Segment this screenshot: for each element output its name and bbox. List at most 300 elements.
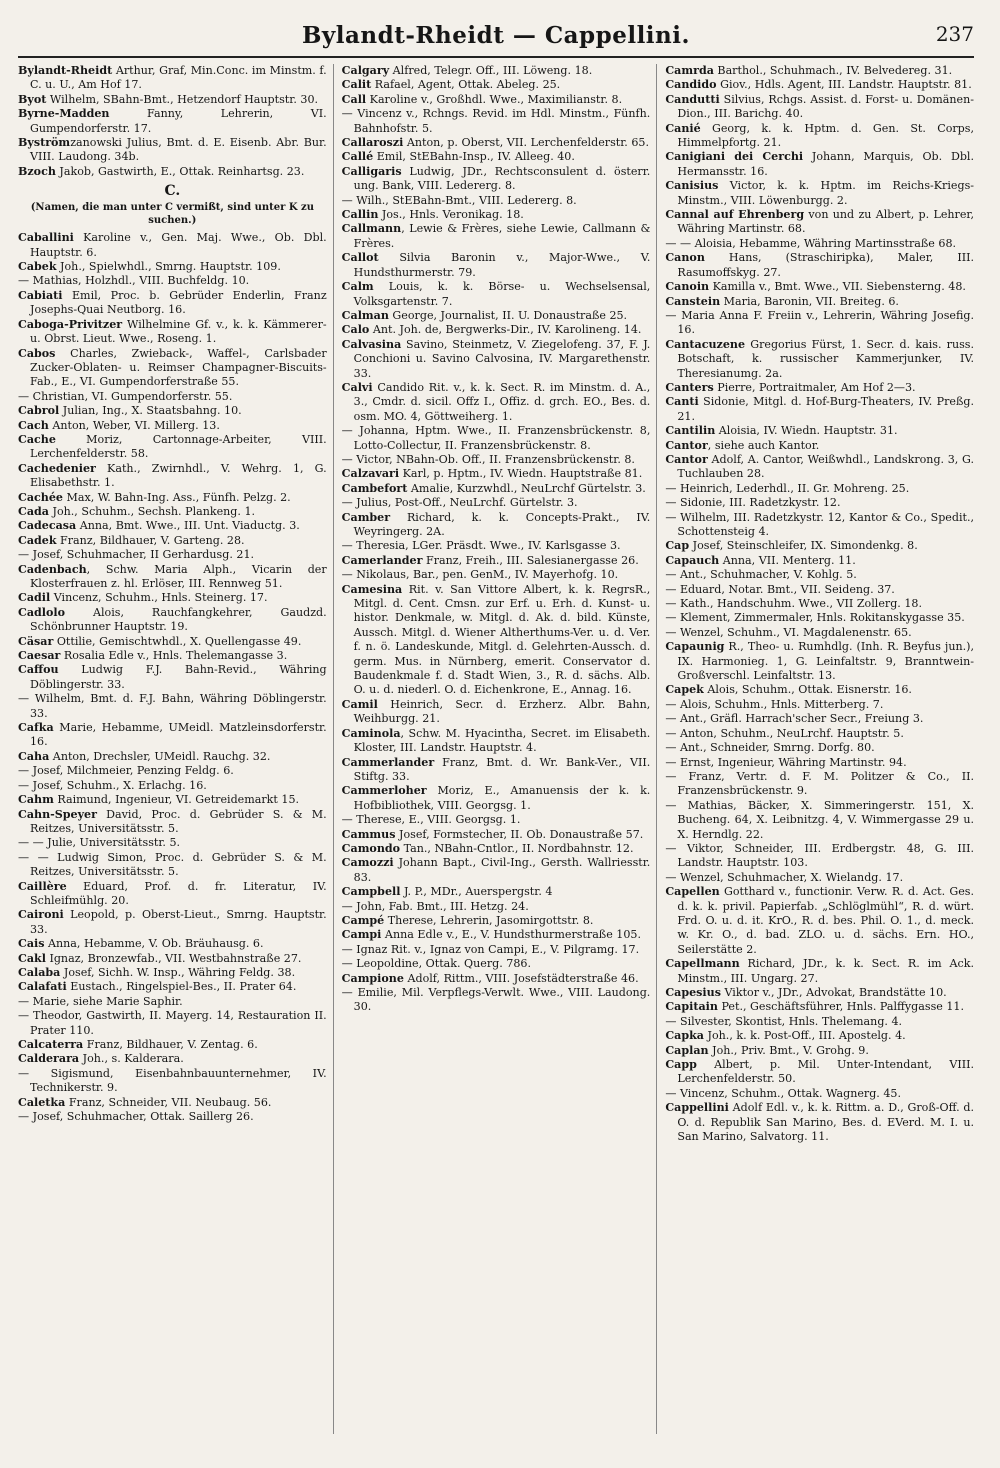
directory-entry (342, 928, 651, 942)
entry-surname: Capka (665, 1029, 704, 1043)
directory-entry (18, 136, 327, 165)
entry-surname: Canigiani dei Cerchi (665, 150, 804, 164)
directory-entry (665, 770, 974, 799)
directory-entry (18, 390, 327, 404)
entry-surname: Caletka (18, 1095, 66, 1109)
directory-entry (18, 491, 327, 505)
entry-details: Franz, Bildhauer, V. Zentag. 6. (83, 1038, 258, 1051)
entry-details: — Vincenz, Schuhm., Ottak. Wagnerg. 45. (665, 1086, 902, 1100)
entry-surname: Cabiati (18, 288, 63, 302)
entry-surname: Canters (665, 380, 714, 394)
entry-details: Anna Edle v., E., V. Hundsthurmerstraße 105. (381, 928, 642, 942)
entry-surname: Callaroszi (341, 136, 404, 150)
directory-entry (342, 539, 651, 553)
directory-entry (342, 856, 651, 885)
entry-surname: Cachedenier (18, 461, 96, 475)
directory-entry (342, 194, 651, 208)
entry-details: Kath., Zwirnhdl., V. Wehrg. 1, G. Elisabethstr. 1. (30, 461, 327, 490)
entry-surname: Byrne-Madden (18, 107, 110, 121)
entry-surname: Camber (341, 510, 391, 524)
entry-surname: Cabrol (18, 404, 60, 418)
directory-entry (342, 323, 651, 337)
entry-surname: Calvi (341, 380, 373, 394)
entry-details: Anna, Bmt. Wwe., III. Unt. Viaductg. 3. (76, 519, 300, 533)
directory-entry (18, 318, 327, 347)
section-letter: C. (164, 183, 181, 200)
directory-entry (18, 64, 327, 93)
entry-surname: Caminola (341, 726, 401, 740)
entry-surname: Camerlander (341, 553, 423, 567)
entry-surname: Cammerlander (341, 755, 435, 769)
directory-entry (665, 496, 974, 510)
directory-entry (665, 554, 974, 568)
entry-surname: Caironi (18, 908, 64, 922)
entry-details: — Ant., Schuhmacher, V. Kohlg. 5. (665, 568, 857, 582)
running-title: Bylandt-Rheidt — Cappellini. (301, 22, 691, 49)
entry-details: Georg, k. k. Hptm. d. Gen. St. Corps, Himmelpfortg. 21. (677, 121, 975, 150)
entry-details: Wilhelm, SBahn-Bmt., Hetzendorf Hauptstr. 30. (46, 92, 319, 106)
directory-entry (665, 727, 974, 741)
section-note: (Namen, die man unter C vermißt, sind unter K zu suchen.) (30, 202, 314, 227)
entry-details: Giov., Hdls. Agent, III. Landstr. Hauptstr. 81. (716, 78, 972, 92)
entry-surname: Byström (18, 136, 71, 150)
directory-entry (18, 1052, 327, 1066)
entry-surname: Calm (341, 280, 374, 294)
entry-details: Joh., Priv. Bmt., V. Grohg. 9. (708, 1043, 869, 1057)
directory-entry (665, 280, 974, 294)
entry-details: Barthol., Schuhmach., IV. Belvedereg. 31. (713, 64, 953, 77)
entry-details: Albert, p. Mil. Unter-Intendant, VIII. Lerchenfelderstr. 50. (677, 1058, 975, 1086)
entry-details: Josef, Sichh. W. Insp., Währing Feldg. 38. (60, 965, 296, 979)
directory-entry (665, 1029, 974, 1043)
entry-surname: Calzavari (341, 467, 400, 481)
entry-details: Franz, Bmt. d. Wr. Bank-Ver., VII. Stiftg. 33. (353, 755, 651, 783)
directory-entry (665, 583, 974, 597)
entry-surname: Cabek (18, 260, 57, 274)
entry-details: — Wilhelm, Bmt. d. F.J. Bahn, Währing Döblingerstr. 33. (18, 692, 327, 720)
directory-entry (665, 957, 974, 986)
entry-details: Ludwig F.J. Bahn-Revid., Währing Döblingerstr. 33. (30, 663, 327, 691)
entry-surname: Campione (341, 971, 404, 985)
entry-details: Franz, Freih., III. Salesianergasse 26. (422, 553, 639, 567)
entry-details: — — Aloisia, Hebamme, Währing Martinsstraße 68. (665, 236, 957, 250)
entry-surname: Candido (665, 78, 717, 92)
entry-details: — — Julie, Universitätsstr. 5. (18, 836, 181, 850)
entry-details: — Josef, Schuhm., X. Erlachg. 16. (18, 778, 207, 792)
directory-entry (342, 93, 651, 107)
entry-details: — Franz, Vertr. d. F. M. Politzer & Co., II. Franzensbrückenstr. 9. (665, 769, 975, 798)
entry-details: Max, W. Bahn-Ing. Ass., Fünfh. Pelzg. 2. (62, 490, 291, 504)
entry-details: Arthur, Graf, Min.Conc. im Minstm. f. C. u. U., Am Hof 17. (30, 64, 327, 92)
directory-entry (665, 381, 974, 395)
entry-details: R., Theo- u. Rumhdlg. (Inh. R. Beyfus jun.), IX. Harmonieg. 1, G. Leinfaltstr. 9, Branntwein-Großverschl. Leinfaltstr. 13. (677, 640, 975, 683)
entry-details: Richard, k. k. Concepts-Prakt., IV. Weyringerg. 2A. (353, 510, 651, 538)
directory-entry (665, 712, 974, 726)
directory-entry (665, 1087, 974, 1101)
entry-surname: Camozzi (341, 856, 394, 870)
directory-entry (18, 1110, 327, 1124)
directory-entry (665, 611, 974, 625)
directory-entry (665, 539, 974, 553)
entry-surname: Cannal auf Ehrenberg (665, 208, 805, 222)
entry-details: — Sidonie, III. Radetzkystr. 12. (665, 496, 841, 510)
directory-entry (18, 462, 327, 491)
entry-surname: Cantilin (665, 424, 716, 438)
entry-details: Karoline v., Großhdl. Wwe., Maximilianstr. 8. (366, 92, 623, 106)
entry-details: Josef, Steinschleifer, IX. Simondenkg. 8. (689, 539, 918, 553)
entry-surname: Calo (341, 323, 370, 337)
entry-surname: Callot (341, 251, 379, 265)
entry-details: Joh., s. Kalderara. (79, 1052, 184, 1066)
directory-entry (18, 347, 327, 390)
directory-entry (342, 957, 651, 971)
directory-entry (18, 779, 327, 793)
directory-entry (665, 885, 974, 957)
directory-entry (18, 107, 327, 136)
entry-details: — Christian, VI. Gumpendorferstr. 55. (18, 389, 233, 403)
entry-surname: Cadil (18, 591, 51, 605)
entry-surname: Cahm (18, 793, 54, 807)
entry-details: Fanny, Lehrerin, VI. Gumpendorferstr. 17. (30, 107, 327, 135)
entry-surname: Caesar (18, 649, 61, 663)
directory-entry (665, 842, 974, 871)
entry-surname: Canisius (665, 179, 719, 193)
entry-details: — Theodor, Gastwirth, II. Mayerg. 14, Restauration II. Prater 110. (18, 1009, 327, 1037)
directory-entry (342, 338, 651, 381)
entries-top (18, 64, 327, 179)
entry-surname: Cach (18, 418, 49, 432)
entry-details: Emil, Proc. b. Gebrüder Enderlin, Franz Josephs-Quai Neutborg. 16. (30, 288, 327, 317)
entry-surname: Cada (18, 504, 49, 518)
entry-details: Anna, Hebamme, V. Ob. Bräuhausg. 6. (44, 937, 264, 951)
directory-entry (342, 78, 651, 92)
directory-entry (342, 165, 651, 194)
directory-entry (18, 548, 327, 562)
directory-entry (18, 980, 327, 994)
entry-details: — Wilh., StEBahn-Bmt., VIII. Ledererg. 8. (341, 193, 577, 207)
directory-entry (342, 885, 651, 899)
directory-entry (342, 107, 651, 136)
entry-details: — Mathias, Holzhdl., VIII. Buchfeldg. 10. (18, 274, 250, 288)
entry-details: — Ernst, Ingenieur, Währing Martinstr. 94. (665, 755, 907, 769)
entry-surname: Cap (665, 539, 690, 553)
directory-entry (665, 871, 974, 885)
directory-entry (665, 683, 974, 697)
entry-surname: Cahn-Speyer (18, 807, 97, 821)
entry-surname: Canstein (665, 294, 721, 308)
directory-entry (665, 424, 974, 438)
directory-entry (18, 793, 327, 807)
entry-details: Gregorius Fürst, 1. Secr. d. kais. russ. Botschaft, k. russischer Kammerjunker, IV. Theresianumg. 2a. (677, 337, 975, 380)
directory-entry (665, 799, 974, 842)
entry-details: Ottilie, Gemischtwhdl., X. Quellengasse 49. (53, 634, 302, 648)
entry-surname: Camrda (665, 64, 714, 77)
directory-entry (342, 381, 651, 424)
entry-surname: Cantor (665, 438, 708, 452)
entry-details: — Johanna, Hptm. Wwe., II. Franzensbrückenstr. 8, Lotto-Collectur, II. Franzensbrückenstr. 8. (341, 424, 651, 452)
directory-entry (342, 511, 651, 540)
directory-entry (665, 640, 974, 683)
entry-surname: Capellen (665, 885, 720, 899)
entry-details: Silvia Baronin v., Major-Wwe., V. Hundsthurmerstr. 79. (353, 251, 651, 279)
entry-details: Wilhelmine Gf. v., k. k. Kämmerer- u. Obrst. Lieut. Wwe., Roseng. 1. (30, 317, 327, 346)
entry-details: — Wilhelm, III. Radetzkystr. 12, Kantor & Co., Spedit., Schottensteig 4. (665, 510, 975, 538)
directory-entry (665, 251, 974, 280)
entry-surname: Caballini (18, 231, 74, 245)
entry-details: Moriz, E., Amanuensis der k. k. Hofbibliothek, VIII. Georgsg. 1. (353, 784, 651, 812)
directory-entry (18, 231, 327, 260)
entry-surname: Canoin (665, 280, 710, 294)
entry-surname: Calgary (341, 64, 390, 77)
entry-details: — Heinrich, Lederhdl., II. Gr. Mohreng. 25. (665, 481, 910, 495)
entry-surname: Calaba (18, 965, 61, 979)
entry-details: von und zu Albert, p. Lehrer, Währing Martinstr. 68. (677, 208, 975, 236)
directory-entry (665, 741, 974, 755)
entry-details: Adolf, Rittm., VIII. Josefstädterstraße 46. (403, 971, 639, 985)
entry-details: Eduard, Prof. d. fr. Literatur, IV. Schleifmühlg. 20. (30, 879, 327, 907)
directory-entry (665, 395, 974, 424)
entry-details: Joh., Schuhm., Sechsh. Plankeng. 1. (48, 504, 256, 518)
directory-entry (342, 972, 651, 986)
entry-surname: Cadenbach (18, 562, 87, 576)
directory-entry (18, 995, 327, 1009)
entry-surname: Caplan (665, 1043, 709, 1057)
entry-details: — Viktor, Schneider, III. Erdbergstr. 48, G. III. Landstr. Hauptstr. 103. (665, 841, 975, 870)
entry-details: J. P., MDr., Auerspergstr. 4 (400, 885, 553, 899)
entry-details: — Julius, Post-Off., NeuLrchf. Gürtelstr. 3. (341, 496, 578, 510)
directory-entry (342, 222, 651, 251)
entry-surname: Camil (341, 697, 378, 711)
entry-details: , siehe auch Kantor. (707, 438, 820, 452)
entry-surname: Capaunig (665, 640, 725, 654)
entry-details: Savino, Steinmetz, V. Ziegelofeng. 37, F. J. Conchioni u. Savino Calvosina, IV. Margarethenstr. 33. (353, 337, 651, 380)
entry-details: Karoline v., Gen. Maj. Wwe., Ob. Dbl. Hauptstr. 6. (30, 231, 327, 259)
directory-entry (18, 1067, 327, 1096)
entry-details: Rit. v. San Vittore Albert, k. k. RegrsR., Mitgl. d. Cent. Cmsn. zur Erf. u. Erh. d. Kunst- u. histor. Denkmale, w. Mitgl. d. Ak. d. bild. Künste, Aussch. Mitgl. d. Wiener Altherthums-Ver. u. d. Ver. f. n. ö. Landeskunde, Mitgl. d. Gelehrten-Aussch. d. germ. Mus. in Nürnberg, emerit. Conservator d. Baudenkmale f. d. Stadt Wien, 3., R. d. sächs. Alb. O. u. d. niederl. O. d. Eichenkrone, E., Annag. 16. (353, 582, 651, 697)
entry-surname: Capellmann (665, 957, 740, 971)
column-1 (18, 64, 334, 1434)
entry-surname: Capauch (665, 553, 720, 567)
directory-entry (18, 289, 327, 318)
entry-details: — Emilie, Mil. Verpflegs-Verwlt. Wwe., VIII. Laudong. 30. (341, 986, 651, 1014)
entry-surname: Calvasina (341, 337, 402, 351)
entry-surname: Capek (665, 683, 704, 697)
directory-entry (665, 453, 974, 482)
entry-details: Karl, p. Hptm., IV. Wiedn. Hauptstraße 81. (399, 467, 643, 481)
entry-surname: Candutti (665, 92, 720, 106)
entry-details: — Alois, Schuhm., Hnls. Mitterberg. 7. (665, 697, 884, 711)
entry-surname: Cadek (18, 533, 57, 547)
directory-entry (18, 433, 327, 462)
page-number: 237 (935, 22, 974, 46)
entry-surname: Cache (18, 432, 56, 446)
entry-surname: Caboga-Privitzer (18, 317, 123, 331)
directory-entry (665, 626, 974, 640)
entry-details: — Nikolaus, Bar., pen. GenM., IV. Mayerhofg. 10. (341, 568, 619, 582)
entry-details: — Theresia, LGer. Präsdt. Wwe., IV. Karlsgasse 3. (341, 539, 621, 553)
entry-surname: Canié (665, 121, 701, 135)
directory-entry (665, 1058, 974, 1087)
entry-surname: Caillère (18, 879, 67, 893)
entry-surname: Calderara (18, 1052, 80, 1066)
directory-entry (665, 698, 974, 712)
entry-details: Hans, (Straschiripka), Maler, III. Rasumoffskyg. 27. (677, 251, 975, 279)
entry-details: Victor, k. k. Hptm. im Reichs-Kriegs-Minstm., VIII. Löwenburgg. 2. (677, 179, 975, 207)
entry-details: — Marie, siehe Marie Saphir. (18, 994, 183, 1008)
entry-details: Anna, VII. Menterg. 11. (719, 553, 856, 567)
entry-surname: Cammus (341, 827, 396, 841)
entry-details: Sidonie, Mitgl. d. Hof-Burg-Theaters, IV. Preßg. 21. (677, 395, 975, 423)
entry-surname: Canti (665, 395, 699, 409)
directory-entry (665, 511, 974, 540)
directory-entry (342, 842, 651, 856)
entry-details: Leopold, p. Oberst-Lieut., Smrng. Hauptstr. 33. (30, 908, 327, 936)
directory-entry (342, 698, 651, 727)
directory-entry (342, 64, 651, 78)
entry-details: Ignaz, Bronzewfab., VII. Westbahnstraße 27. (45, 951, 302, 965)
directory-entry (18, 274, 327, 288)
directory-entry (18, 880, 327, 909)
directory-entry (18, 635, 327, 649)
entry-details: — Josef, Schuhmacher, II Gerhardusg. 21. (18, 548, 255, 562)
entry-details: Therese, Lehrerin, Jasomirgottstr. 8. (384, 913, 594, 927)
entry-details: Julian, Ing., X. Staatsbahng. 10. (59, 404, 242, 418)
entry-details: — Eduard, Notar. Bmt., VII. Seideng. 37. (665, 582, 895, 596)
entry-details: — — Ludwig Simon, Proc. d. Gebrüder S. & M. Reitzes, Universitätsstr. 5. (18, 850, 327, 879)
directory-entry (18, 404, 327, 418)
directory-entry (18, 663, 327, 692)
entry-surname: Callmann (341, 222, 402, 236)
entry-surname: Call (341, 92, 367, 106)
directory-entry (18, 419, 327, 433)
entry-details: — Ant., Schneider, Smrng. Dorfg. 80. (665, 741, 875, 755)
directory-entry (18, 534, 327, 548)
entry-details: Adolf, A. Cantor, Weißwhdl., Landskrong. 3, G. Tuchlauben 28. (677, 452, 975, 481)
directory-entry (18, 606, 327, 635)
directory-entry (18, 851, 327, 880)
entry-details: Kamilla v., Bmt. Wwe., VII. Siebensterng. 48. (709, 280, 966, 294)
directory-entry (342, 568, 651, 582)
entry-details: Joh., k. k. Post-Off., III. Apostelg. 4. (704, 1029, 906, 1043)
entry-details: — Ant., Gräfl. Harrach'scher Secr., Freiung 3. (665, 712, 924, 726)
directory-entry (18, 505, 327, 519)
directory-entry (18, 808, 327, 837)
directory-entry (18, 591, 327, 605)
directory-entry (342, 309, 651, 323)
directory-entry (665, 1044, 974, 1058)
directory-entry (665, 756, 974, 770)
entry-details: Viktor v., JDr., Advokat, Brandstätte 10. (720, 986, 947, 999)
entry-details: Maria, Baronin, VII. Breiteg. 6. (720, 294, 899, 308)
directory-entry (665, 122, 974, 151)
directory-entry (18, 836, 327, 850)
entry-details: , Lewie & Frères, siehe Lewie, Callmann & Frères. (353, 222, 651, 250)
directory-entry (18, 1096, 327, 1110)
entry-details: Ant. Joh. de, Bergwerks-Dir., IV. Karolineng. 14. (369, 323, 642, 337)
directory-entry (665, 1000, 974, 1014)
directory-entry (342, 467, 651, 481)
entry-details: Franz, Schneider, VII. Neubaug. 56. (65, 1095, 272, 1109)
entry-details: Johann Bapt., Civil-Ing., Gersth. Wallriesstr. 83. (353, 856, 651, 884)
entry-details: , Schw. Maria Alph., Vicarin der Klosterfrauen z. hl. Erlöser, III. Rennweg 51. (30, 562, 327, 590)
directory-entry (18, 937, 327, 951)
directory-entry (665, 1015, 974, 1029)
column-2 (342, 64, 658, 1434)
entry-details: — Victor, NBahn-Ob. Off., II. Franzensbrückenstr. 8. (341, 452, 635, 466)
directory-entry (665, 439, 974, 453)
entry-details: Amalie, Kurzwhdl., NeuLrchf Gürtelstr. 3. (407, 481, 646, 495)
entry-details: — Kath., Handschuhm. Wwe., VII Zollerg. 18. (665, 597, 922, 611)
entry-details: Raimund, Ingenieur, VI. Getreidemarkt 15. (53, 793, 300, 807)
directory-entry (18, 563, 327, 592)
entry-surname: Camesina (341, 582, 403, 596)
directory-entry (342, 813, 651, 827)
entry-surname: Cammerloher (341, 784, 427, 798)
entry-surname: Calman (341, 308, 389, 322)
entry-details: Candido Rit. v., k. k. Sect. R. im Minstm. d. A., 3., Cmdr. d. sicil. Offz I., Offiz. d. grch. EO., Bes. d. osm. MO. 4, Göttweiherg. 1. (353, 380, 651, 423)
entry-details: Aloisia, IV. Wiedn. Hauptstr. 31. (715, 424, 898, 438)
entry-details: — Sigismund, Eisenbahnbauunternehmer, IV. Technikerstr. 9. (18, 1066, 327, 1095)
directory-entry (342, 900, 651, 914)
directory-entry (18, 1009, 327, 1038)
entry-surname: Cantor (665, 452, 708, 466)
directory-entry (342, 453, 651, 467)
entry-surname: Caffou (18, 663, 59, 677)
entry-surname: Cachée (18, 490, 63, 504)
entry-details: — Ignaz Rit. v., Ignaz von Campi, E., V. Pilgramg. 17. (341, 942, 640, 956)
entry-details: Alois, Schuhm., Ottak. Eisnerstr. 16. (703, 683, 912, 697)
directory-entry (18, 260, 327, 274)
directory-entry (18, 692, 327, 721)
directory-entry (18, 649, 327, 663)
directory-entry (342, 828, 651, 842)
entry-details: — Wenzel, Schuhmacher, X. Wielandg. 17. (665, 870, 904, 884)
entry-surname: Byot (18, 92, 47, 106)
directory-entry (665, 309, 974, 338)
entry-details: Anton, p. Oberst, VII. Lerchenfelderstr. 65. (403, 136, 650, 150)
entry-details: Anton, Drechsler, UMeidl. Rauchg. 32. (49, 749, 271, 763)
entry-details: Charles, Zwieback-, Waffel-, Carlsbader Zucker-Oblaten- u. Reimser Champagner-Biscuits-Fab., E., VI. Gumpendorferstraße 55. (30, 346, 327, 389)
directory-entry (665, 78, 974, 92)
entry-surname: Cafka (18, 721, 54, 735)
directory-entry (342, 496, 651, 510)
directory-entry (18, 750, 327, 764)
entry-details: Josef, Formstecher, II. Ob. Donaustraße 57. (395, 827, 644, 841)
entry-surname: Cambefort (341, 481, 408, 495)
entry-details: Pet., Geschäftsführer, Hnls. Palffygasse 11. (717, 1000, 965, 1014)
entry-surname: Callin (341, 208, 379, 222)
entry-details: Vincenz, Schuhm., Hnls. Steinerg. 17. (50, 591, 268, 605)
entry-surname: Calit (341, 78, 372, 92)
directory-entry (665, 338, 974, 381)
entry-details: Anton, Weber, VI. Millerg. 13. (48, 418, 220, 432)
entry-surname: Caha (18, 749, 50, 763)
entry-surname: Cantacuzene (665, 337, 746, 351)
entry-details: Gotthard v., functionir. Verw. R. d. Act. Ges. d. k. k. privil. Papierfab. „Schlöglmühl“, R. d. würt. Frd. O. u. d. it. KrO., R. d. bes. Phil. O. 1., d. meck. w. Kr. O., d. bad. ZLO. u. d. sächs. Ern. HO., Seilerstätte 2. (677, 885, 975, 956)
entry-details: — Klement, Zimmermaler, Hnls. Rokitanskygasse 35. (665, 611, 965, 625)
directory-entry (342, 583, 651, 698)
entry-details: Moriz, Cartonnage-Arbeiter, VIII. Lerchenfelderstr. 58. (30, 432, 327, 461)
entry-details: Emil, StEBahn-Insp., IV. Alleeg. 40. (373, 150, 575, 164)
entry-details: Pierre, Portraitmaler, Am Hof 2—3. (713, 380, 916, 394)
entry-surname: Canon (665, 251, 705, 265)
directory-entry (18, 93, 327, 107)
entry-surname: Campé (341, 913, 385, 927)
entry-details: Richard, JDr., k. k. Sect. R. im Ack. Minstm., III. Ungarg. 27. (677, 957, 975, 985)
directory-entry (18, 966, 327, 980)
entry-details: , Schw. M. Hyacintha, Secret. im Elisabeth. Kloster, III. Landstr. Hauptstr. 4. (353, 726, 651, 755)
entry-surname: Cadlolo (18, 605, 66, 619)
